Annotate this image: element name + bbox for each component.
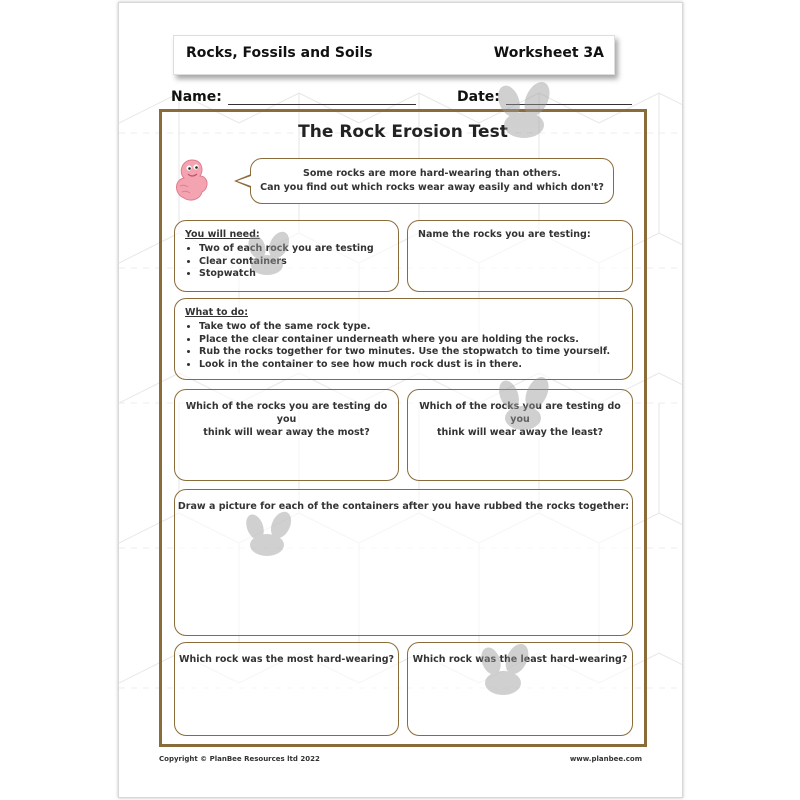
worksheet-title: The Rock Erosion Test xyxy=(298,122,508,142)
copyright-text: Copyright © PlanBee Resources ltd 2022 xyxy=(159,755,320,763)
date-line[interactable] xyxy=(506,90,632,105)
name-field[interactable] xyxy=(171,89,416,105)
what-to-do-heading: What to do: xyxy=(185,307,249,318)
name-line[interactable] xyxy=(228,90,416,105)
worksheet-number: Worksheet 3A xyxy=(493,45,604,61)
predict-least-box[interactable] xyxy=(407,389,633,481)
name-label: Name: xyxy=(171,89,222,105)
draw-picture-box[interactable] xyxy=(174,489,633,636)
draw-picture-prompt: Draw a picture for each of the containers after you have rubbed the rocks together: xyxy=(177,501,630,512)
predict-least-line-2: think will wear away the least? xyxy=(436,427,604,438)
list-item: • Rub the rocks together for two minutes. Use the stopwatch to time yourself. xyxy=(199,346,610,359)
date-field[interactable] xyxy=(457,89,632,105)
activity-frame xyxy=(159,109,647,747)
intro-line-2: Can you find out which rocks wear away easily and which don't? xyxy=(260,182,604,193)
worksheet-header xyxy=(173,35,615,75)
speech-bubble xyxy=(250,158,614,204)
list-item: • Look in the container to see how much rock dust is in there. xyxy=(199,359,610,372)
least-hard-wearing-prompt: Which rock was the least hard-wearing? xyxy=(412,654,628,665)
list-item: • Two of each rock you are testing xyxy=(199,243,374,256)
list-item: • Stopwatch xyxy=(199,268,374,281)
most-hard-wearing-box[interactable] xyxy=(174,642,399,736)
least-hard-wearing-box[interactable] xyxy=(407,642,633,736)
list-item: • Place the clear container underneath where you are holding the rocks. xyxy=(199,334,610,347)
you-will-need-heading: You will need: xyxy=(185,229,260,240)
speech-tail-inner xyxy=(237,176,251,186)
most-hard-wearing-prompt: Which rock was the most hard-wearing? xyxy=(178,654,395,665)
worksheet-page xyxy=(118,2,683,798)
date-label: Date: xyxy=(457,89,500,105)
steps-list xyxy=(185,321,610,371)
list-item: • Take two of the same rock type. xyxy=(199,321,610,334)
materials-list xyxy=(185,243,374,281)
intro-line-1: Some rocks are more hard-wearing than others. xyxy=(303,168,561,179)
name-rocks-prompt: Name the rocks you are testing: xyxy=(418,229,591,240)
worm-icon xyxy=(170,154,230,206)
name-rocks-box[interactable] xyxy=(407,220,633,292)
predict-least-line-1: Which of the rocks you are testing do you xyxy=(419,401,621,425)
predict-most-line-1: Which of the rocks you are testing do you xyxy=(185,401,388,425)
you-will-need-box xyxy=(174,220,399,292)
predict-most-box[interactable] xyxy=(174,389,399,481)
predict-most-line-2: think will wear away the most? xyxy=(203,427,370,438)
website-link[interactable]: www.planbee.com xyxy=(569,755,642,763)
what-to-do-box xyxy=(174,298,633,380)
subject-title: Rocks, Fossils and Soils xyxy=(186,45,373,61)
list-item: • Clear containers xyxy=(199,256,374,269)
